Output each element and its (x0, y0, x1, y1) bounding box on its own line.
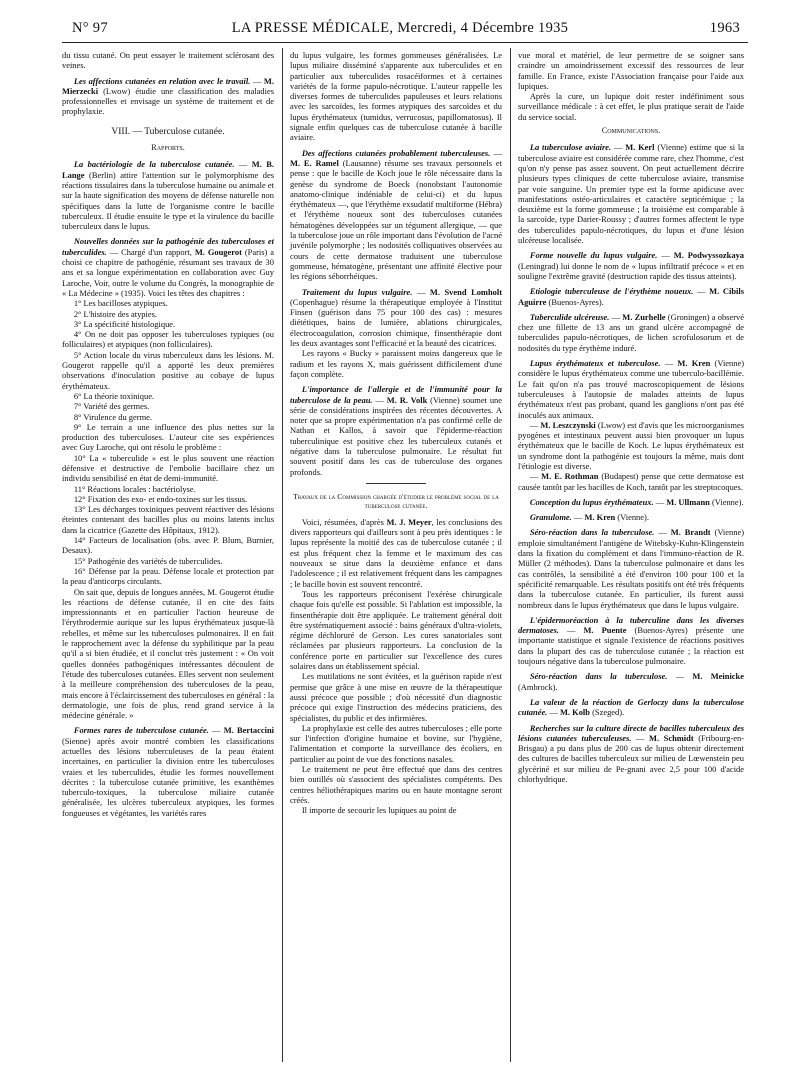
communication: Séro-réaction dans la tuberculose. — M. Meinicke (Ambrock). (518, 671, 744, 692)
author: M. Podwyssozkaya (673, 250, 745, 261)
list-item: 7° Variété des germes. (73, 401, 150, 412)
communication-text: (Vienne). (617, 512, 649, 523)
communication-title: L'épidermoréaction à la tuberculine dans les diverses dermatoses. (518, 614, 744, 636)
author: M. Leszczynski (540, 419, 596, 430)
author: M. Cibils Aguirre (518, 286, 745, 307)
communication-title: Granulome. (529, 512, 572, 523)
communication-text: (Vienne). (711, 496, 744, 507)
paragraph: Les rayons « Bucky » paraissent moins dangereux que le radium et les rayons X, mais guérissent difficilement d'une façon complète. (290, 348, 502, 379)
communication-text: (Budapest) pense que cette dermatose est causée tantôt par les bacilles de Koch, tantôt par les streptocoques. (518, 471, 745, 492)
author: M. Kerl (625, 142, 655, 153)
issue-number: N° 97 (72, 20, 108, 36)
section-heading: VIII. — Tuberculose cutanée. (111, 126, 225, 137)
communication-title: Conception du lupus érythémateux. (529, 496, 654, 507)
communication-text: (Ambrock). (518, 681, 558, 692)
paragraph-text: , les conclusions des divers rapporteurs qui d'ailleurs sont à peu près identiques : le lupus représente la moitié des cas de tuberculose cutanée ; il est plus fréquent chez la femme et le maximum des cas nouveaux se situe dans la deuxième enfance et dans l'adolescence ; il est relativement fréquent dans les campagnes ; le bacille bovin est souvent rencontré. (290, 516, 503, 589)
communication: La valeur de la réaction de Gerloczy dans la tuberculose cutanée. — M. Kolb (Szeged). (518, 696, 744, 718)
paragraph: Tous les rapporteurs préconisent l'exérèse chirurgicale chaque fois qu'elle est possible. Si l'ablation est impossible, la finsenthérapie doit être appliquée. Le traitement général doit être systématiquement associé : bains généraux d'ultra-violets, régime déchloruré de Gerson. Les cures sanatoriales sont réclamées par plusieurs rapporteurs. La conclusion de la conférence porte en particulier sur l'excellence des cures solaires dans un établissement spécial. (290, 588, 502, 672)
communication: Granulome. — M. Kren (Vienne). (529, 512, 649, 523)
page-number: 1963 (709, 20, 740, 36)
block-heading: Travaux de la Commission chargée d'étudier le problème social de la tuberculose cutanée. (293, 491, 499, 511)
communication: Recherches sur la culture directe de bacilles tuberculeux des lésions cutanées tuberculeuses. — M. Schmidt (Fribourg-en-Brisgau) a pu dans plus de 200 cas de lupus obtenir directement des cultures de bacilles tuberculeux sur milieu de Lœwenstein peu glycériné et sur milieu de Pe-gnani avec 2,5 pour 100 d'acide chlorhydrique. (518, 722, 745, 784)
paragraph: du tissu cutané. On peut essayer le traitement sclérosant des veines. (62, 50, 274, 71)
subsection-heading: Communications. (601, 126, 661, 136)
paragraph-text: Voici, résumées, d'après (301, 516, 384, 527)
article-title: Des affections cutanées probablement tuberculeuses. (301, 147, 491, 158)
paragraph: Les mutilations ne sont évitées, et la guérison rapide n'est permise que grâce à une mise en œuvre de la thérapeutique aussi précoce que possible ; d'où nécessité d'un diagnostic précoce qui exige l'instruction des médecins praticiens, des spécialistes, du public et des infirmières. (290, 671, 502, 723)
column-2 (290, 50, 502, 815)
communication-title: Séro-réaction dans la tuberculose. (529, 671, 668, 682)
article-title: Formes rares de tuberculose cutanée. (73, 725, 209, 736)
list-item: 14° Facteurs de localisation (obs. avec P. Blum, Burnier, Desaux). (62, 535, 274, 556)
column-rule (510, 48, 511, 1062)
communication: Conception du lupus érythémateux. — M. Ullmann (Vienne). (529, 496, 744, 507)
author: M. Meinicke (692, 671, 744, 682)
author: M. J. Meyer (386, 516, 432, 527)
column-1 (62, 50, 274, 818)
article: Formes rares de tuberculose cutanée. — M. Bertaccini (Sienne) après avoir montré combien les classifications actuelles des lésions tuberculeuses de la peau étaient incertaines, en particulier la division entre les tuberculoses vraies et les tuberculides, étudie les formes nouvellement décrites : la tuberculose cutanée primitive, les exanthèmes tuberculo-toxiques, la tuberculose miliaire cutanée généralisée, les ulcères tuberculeux atypiques, les formes fongueuses et végétantes, les variétés rares (62, 725, 274, 818)
list-item: 4° On ne doit pas opposer les tuberculoses typiques (ou folliculaires) et atypiques (non folliculaires). (62, 329, 274, 350)
communication-text: (Szeged). (592, 707, 625, 718)
communication-text: (Vienne) considère le lupus érythémateux comme une tuberculo-bacillémie. Le fait qu'on n'a pas trouvé macroscopiquement de lésions tuberculeuses à l'autopsie de malades atteints de lupus érythémateux n'est pas probant, quand les ganglions n'ont pas été inoculés aux animaux. (518, 358, 745, 420)
subsection-heading: Rapports. (151, 143, 185, 153)
article-text: (Paris) a choisi ce chapitre de pathogénie, résumant ses travaux de 30 ans et sa longue expérimentation en collaboration avec Guy Laroche, Voir, outre le volume du Congrès, la monographie de « La Médecine » (1935). Voici les têtes des chapitres : (62, 246, 275, 298)
communication-text: (Vienne) estime que si la tuberculose aviaire est considérée comme rare, chez l'homme, c'est qu'on n'y pense pas assez souvent. On peut actuellement décrire plusieurs types cliniques de cette tuberculose aviaire, transmise par voie sanguine. Un premier type est la forme apidicuse avec manifestations ostéo-articulaires et caractère septicémique ; la deuxième est la forme gommeuse ; la troisième est comparable à la sarcoïde, type Darier-Roussy ; d'autres formes affectent le type des tuberculides papulo-nécrotiques, du lupus et d'une lésion ulcéreuse localisée. (518, 142, 745, 246)
communication-text: (Lwow) est d'avis que les microorganismes pyogènes et intestinaux peuvent aussi bien provoquer un lupus érythémateux que le bacille de Koch. Le lupus érythémateux est un syndrome dont la pathogénie est toujours la même, mais dont l'étiologie est diverse. (518, 419, 744, 471)
author: M. B. Lange (62, 159, 275, 180)
paragraph: vue moral et matériel, de leur permettre de se soigner sans craindre un amoindrissement excessif des ressources de leur famille. En France, existe l'Association française pour l'aide aux lupiques. (518, 50, 744, 91)
communication-title: Lupus érythémateux et tuberculose. (529, 358, 661, 369)
paragraph: Le traitement ne peut être effectué que dans des centres bien outillés où s'associent des spécialistes compétents. Des centres héliothérapiques marins ou en haute montagne seront créés. (290, 764, 502, 805)
article-title: La bactériologie de la tuberculose cutanée. (73, 159, 235, 170)
header-rule (62, 42, 748, 43)
communication-title: La tuberculose aviaire. (529, 142, 612, 153)
list-item: 10° La « tuberculide » est le plus souvent une réaction défensive et destructive de l'embolie bacillaire chez un individu sensibilisé en état de demi-immunité. (62, 452, 274, 484)
communication-text: (Buenos-Ayres) présente une importante statistique et signale l'existence de réactions positives dans la plupart des cas de tuberculose cutanée ; la réaction est toujours négative dans la tuberculose pulmonaire. (518, 625, 745, 667)
article-title: Traitement du lupus vulgaire. (301, 286, 413, 297)
article-title: Les affections cutanées en relation avec le travail. (73, 75, 251, 86)
list-item: 6° La théorie toxinique. (73, 390, 155, 401)
paragraph: Il importe de secourir les lupiques au point de (301, 805, 457, 816)
author: M. Puente (583, 625, 627, 636)
article-text: — Chargé d'un rapport, (109, 246, 192, 257)
article-text: (Vienne) soumet une série de considérations inspirées des récentes découvertes. A noter que sa propre expérimentation n'a pas confirmé celle de Nathan et Kallos, à savoir que l'épiderme-réaction tuberculinique est positive chez les tuberculeux cutanés et négative dans la tuberculose pulmonaire. Le résultat fut souvent positif dans les cas de tuberculose des organes profonds. (290, 394, 503, 477)
author: M. Bertaccini (223, 725, 274, 736)
column-3 (518, 50, 744, 784)
communication: L'épidermoréaction à la tuberculine dans les diverses dermatoses. — M. Puente (Buenos-Ayres) présente une importante statistique et signale l'existence de réactions positives dans la plupart des cas de tuberculose cutanée ; la réaction est toujours négative dans la tuberculose pulmonaire. (518, 614, 745, 667)
communication: — M. E. Rothman (Budapest) pense que cette dermatose est causée tantôt par les bacilles de Koch, tantôt par les streptocoques. (518, 471, 745, 492)
communication-title: Séro-réaction dans la tuberculose. (529, 527, 655, 538)
list-item: 5° Action locale du virus tuberculeux dans les lésions. M. Gougerot rappelle qu'il a apporté les deux premières observations d'inoculation positive au cobaye de lupus érythémateux. (62, 349, 274, 391)
author: M. Zurhelle (622, 311, 666, 322)
author: M. R. Volk (386, 394, 428, 405)
communication-title: La valeur de la réaction de Gerloczy dans la tuberculose cutanée. (518, 696, 744, 718)
paragraph: du lupus vulgaire, les formes gommeuses généralisées. Le lupus miliaire disséminé s'apparente aux tuberculides et en particulier aux tuberculides rosacéiformes et à certaines variétés de la forme papulo-nécrotique. L'auteur rappelle les diverses formes de tuberculides papuleuses et leurs relations avec les sarcoïdes, les formes atypiques des sarcoïdes et du lupus érythémateux (tumidus, verrucosus, papillomatosus). Il signale enfin quelques cas de tuberculose cutanée à bacille aviaire. (290, 50, 502, 143)
author: M. Kren (677, 358, 711, 369)
paragraph: Après la cure, un lupique doit rester indéfiniment sous surveillance médicale : à cet effet, le plus pratique serait de l'aide du service social. (518, 91, 744, 122)
article-text: (Berlin) attire l'attention sur le polymorphisme des réactions tissulaires dans la tuberculose humaine ou animale et sur la haute signification des moyens de défense naturelle non spécifiques dans la lutte de l'organisme contre le bacille tuberculeux. Il étudie ensuite le type et la virulence du bacille tuberculeux dans le lupus. (62, 169, 275, 232)
article: Des affections cutanées probablement tuberculeuses. — M. E. Ramel (Lausanne) résume ses travaux personnels et pense : que le bacille de Koch joue le rôle nécessaire dans la genèse du syndrome de Boeck (nonobstant l'autonomie anatomo-clinique indéniable de celui-ci) et du lupus érythémateux —, que l'érythème exsudatif multiforme (Hébra) et l'érythème noueux sont des tuberculoses cutanées hématogènes développées sur un tégument allergique, — que la tuberculose joue un rôle important dans l'évolution de l'acné juvénile polymorphe ; les nodosités colliquatives observées au cours de cette dermatose traduisent une tuberculose gommeuse, hématogène, présentant une affinité élective pour les régions séborrhéiques. (290, 147, 503, 282)
communication: Séro-réaction dans la tuberculose. — M. Brandt (Vienne) emploie simultanément l'antigène de Witebsky-Kuhn-Klingenstein dans la fixation du complément et dans l'immuno-réaction de R. Müller (2 méthodes). Dans la tuberculose pulmonaire et dans les cas contrôlés, la sensibilité a été d'environ 100 pour 100 et la spécificité remarquable. Les résultats positifs ont été très fréquents dans la tuberculose cutanée. En particulier, ils furent aussi nombreux dans le lupus érythémateux que dans le lupus vulgaire. (518, 527, 745, 610)
divider (366, 483, 426, 484)
list-item: 16° Défense par la peau. Défense locale et protection par la peau d'anticorps circulants. (62, 565, 274, 587)
author: M. Schmidt (649, 732, 694, 743)
communication-text: (Groningen) a observé chez une fillette de 13 ans un grand ulcère accompagné de tuberculides papulo-nécrotiques, de lichen scrofulosorum et de nodosités du type érythème induré. (518, 311, 744, 353)
author: M. Gougerot (194, 246, 242, 257)
communication-title: Etiologie tuberculeuse de l'érythème noueux. (529, 286, 694, 297)
communication-title: Recherches sur la culture directe de bacilles tuberculeux des lésions cutanées tuberculeuses. (518, 722, 744, 743)
communication-text: (Fribourg-en-Brisgau) a pu dans plus de 200 cas de lupus obtenir directement des cultures de bacilles tuberculeux sur milieu de Lœwenstein peu glycériné et sur milieu de Pe-gnani avec 2,5 pour 100 d'acide chlorhydrique. (518, 732, 745, 784)
communication: Tuberculide ulcéreuse. — M. Zurhelle (Groningen) a observé chez une fillette de 13 ans un grand ulcère accompagné de tuberculides papulo-nécrotiques, de lichen scrofulosorum et de nodosités du type érythème induré. (518, 311, 744, 353)
author: M. Kren (584, 512, 616, 523)
communications-list (518, 142, 744, 784)
paragraph: On sait que, depuis de longues années, M. Gougerot étudie les réactions de défense cutanée, il en cite des faits impressionnants et en particulier l'action heureuse de l'érythrodermie aurique sur les lupus érythémateux jusque-là rebelles, et même sur les tuberculoses pulmonaires. Il en fait le rapprochement avec la défense du syphilitique par la peau qu'il a si bien étudiée, et il conclut très justement : « On voit quelles données pathogéniques intéressantes découlent de l'étude des tuberculoses cutanées. Elles servent non seulement à la meilleure compréhension des tuberculoses de la peau, mais encore à l'éclaircissement des tuberculoses en général : la dermatologie, une fois de plus, rend grand service à la médecine générale. » (62, 586, 274, 721)
list-item: 15° Pathogénie des variétés de tuberculides. (73, 555, 223, 566)
author: M. Ullmann (666, 496, 710, 507)
communication: La tuberculose aviaire. — M. Kerl (Vienne) estime que si la tuberculose aviaire est considérée comme rare, chez l'homme, c'est qu'on n'y pense pas assez souvent. On peut actuellement décrire plusieurs types cliniques de cette tuberculose aviaire, transmise par voie sanguine. Un premier type est la forme apidicuse avec manifestations ostéo-articulaires et caractère septicémique ; la deuxième est la forme gommeuse ; la troisième est comparable à la sarcoïde, type Darier-Roussy ; d'autres formes affectent le type des tuberculides papulo-nécrotiques, du lupus et d'une lésion ulcéreuse localisée. (518, 142, 745, 246)
communication-text: (Buenos-Ayres). (548, 296, 604, 307)
article-text: (Lwow) étudie une classification des maladies professionnelles et envisage un système de traitement et de prophylaxie. (62, 85, 274, 117)
communication: Forme nouvelle du lupus vulgaire. — M. Podwyssozkaya (Leningrad) lui donne le nom de « lupus infiltratif précoce » et en souligne l'extrême gravité (destruction rapide des tissus atteints). (518, 250, 745, 281)
communication: Lupus érythémateux et tuberculose. — M. Kren (Vienne) considère le lupus érythémateux comme une tuberculo-bacillémie. Le fait qu'on n'a pas trouvé macroscopiquement de lésions tuberculeuses à l'autopsie de malades atteints de lupus érythémateux n'est pas probant, quand les ganglions n'ont pas été inoculés aux animaux. (518, 358, 745, 420)
list-item: 13° Les décharges toxiniques peuvent réactiver des lésions éteintes contenant des bacilles plus ou moins latents inclus dans la cicatrice (Gazette des Hôpitaux, 1912). (62, 504, 274, 535)
article-title: L'importance de l'allergie et de l'immunité pour la tuberculose de la peau. (290, 384, 502, 405)
author: M. E. Ramel (290, 157, 339, 168)
communication: — M. Leszczynski (Lwow) est d'avis que les microorganismes pyogènes et intestinaux peuvent aussi bien provoquer un lupus érythémateux que le bacille de Koch. Le lupus érythémateux est un syndrome dont la pathogénie est toujours la même, mais dont l'étiologie est diverse. (518, 419, 744, 471)
article: L'importance de l'allergie et de l'immunité pour la tuberculose de la peau. — M. R. Volk (Vienne) soumet une série de considérations inspirées des récentes découvertes. A noter que sa propre expérimentation n'a pas confirmé celle de Nathan et Kallos, à savoir que l'épiderme-réaction tuberculinique est positive chez les tuberculeux cutanés et négative dans la tuberculose pulmonaire. Le résultat fut souvent positif dans les cas de tuberculose des organes profonds. (290, 384, 503, 477)
author: M. Kolb (559, 707, 590, 718)
communication-title: Tuberculide ulcéreuse. (529, 311, 610, 322)
communication-text: (Leningrad) lui donne le nom de « lupus infiltratif précoce » et en souligne l'extrême gravité (destruction rapide des tissus atteints). (518, 260, 744, 281)
list-item: 1° Les bacilloses atypiques. (73, 298, 168, 309)
author: M. Brandt (670, 527, 711, 538)
list-item: 3° La spécificité histologique. (73, 318, 176, 329)
communication: Etiologie tuberculeuse de l'érythème noueux. — M. Cibils Aguirre (Buenos-Ayres). (518, 286, 745, 307)
article: La bactériologie de la tuberculose cutanée. — M. B. Lange (Berlin) attire l'attention sur le polymorphisme des réactions tissulaires dans la tuberculose humaine ou animale et sur la haute signification des moyens de défense naturelle non spécifiques dans la lutte de l'organisme contre le bacille tuberculeux. Il étudie ensuite le type et la virulence du bacille tuberculeux dans le lupus. (62, 159, 275, 232)
paragraph (290, 517, 502, 589)
list-item: 11° Réactions locales : bactériolyse. (73, 483, 196, 494)
article-title: Nouvelles données sur la pathogénie des tuberculoses et tuberculides. (62, 236, 274, 257)
author: M. Svend Lomholt (429, 286, 503, 297)
communication-text: (Vienne) emploie simultanément l'antigène de Witebsky-Kuhn-Klingenstein dans la fixation du complément et dans l'immuno-réaction de R. Müller (2 méthodes). Dans la tuberculose pulmonaire et dans les cas contrôlés, la sensibilité a été d'environ 100 pour 100 et la spécificité remarquable. Les résultats positifs ont été très fréquents dans la tuberculose cutanée. En particulier, ils furent aussi nombreux dans le lupus érythémateux que dans le lupus vulgaire. (518, 527, 745, 610)
article-text: (Copenhague) résume la thérapeutique employée à l'Institut Finsen (guérison dans 75 pour 100 des cas) : mesures diététiques, bains de lumière, ablations chirurgicales, électrocoagulation, corrosion chimique, finsenthérapie dont les deux avantages sont l'efficacité et la beauté des cicatrices. (290, 296, 502, 349)
article-text: (Sienne) après avoir montré combien les classifications actuelles des lésions tuberculeuses de la peau étaient incertaines, en particulier la division entre les tuberculoses vraies et les tuberculides, étudie les formes nouvellement décrites : la tuberculose cutanée primitive, les exanthèmes tuberculo-toxiques, la tuberculose miliaire cutanée généralisée, les ulcères tuberculeux atypiques, les formes fongueuses et végétantes, les variétés rares (62, 735, 274, 818)
column-rule (282, 48, 283, 1062)
article: Traitement du lupus vulgaire. — M. Svend Lomholt (Copenhague) résume la thérapeutique employée à l'Institut Finsen (guérison dans 75 pour 100 des cas) : mesures diététiques, bains de lumière, ablations chirurgicales, électrocoagulation, corrosion chimique, finsenthérapie dont les deux avantages sont l'efficacité et la beauté des cicatrices. (290, 286, 503, 349)
communication-title: Forme nouvelle du lupus vulgaire. (529, 250, 658, 261)
paragraph: La prophylaxie est celle des autres tuberculoses ; elle porte sur l'infection d'origine humaine et bovine, sur l'hygiène, l'alimentation et comporte la surveillance des écoliers, en particulier au point de vue des fonctions nasales. (290, 722, 502, 764)
page-title: LA PRESSE MÉDICALE, Mercredi, 4 Décembre 1935 (231, 20, 569, 36)
list-item: 12° Fixation des exo- et endo-toxines sur les tissus. (73, 493, 248, 504)
list-item: 2° L'histoire des atypies. (73, 308, 157, 319)
article-text: (Lausanne) résume ses travaux personnels et pense : que le bacille de Koch joue le rôle nécessaire dans la genèse du syndrome de Boeck (nonobstant l'autonomie anatomo-clinique indéniable de celui-ci) et du lupus érythémateux —, que l'érythème exsudatif multiforme (Hébra) et l'érythème noueux sont des tuberculoses cutanées hématogènes développées sur un tégument allergique, — que la tuberculose joue un rôle important dans l'évolution de l'acné juvénile polymorphe ; les nodosités colliquatives observées au cours de cette dermatose traduisent une tuberculose gommeuse, hématogène, présentant une affinité élective pour les régions séborrhéiques. (290, 157, 503, 282)
author: M. Mierzecki (62, 75, 274, 96)
list-item: 8° Virulence du germe. (73, 411, 152, 422)
author: M. E. Rothman (541, 471, 599, 482)
article: Les affections cutanées en relation avec le travail. — M. Mierzecki (Lwow) étudie une classification des maladies professionnelles et envisage un système de traitement et de prophylaxie. (62, 75, 274, 117)
article (62, 236, 274, 298)
list-item: 9° Le terrain a une influence des plus nettes sur la production des tuberculoses. L'auteur cite ses expériences avec Guy Laroche, qui ont résolu le problème : (62, 421, 274, 453)
